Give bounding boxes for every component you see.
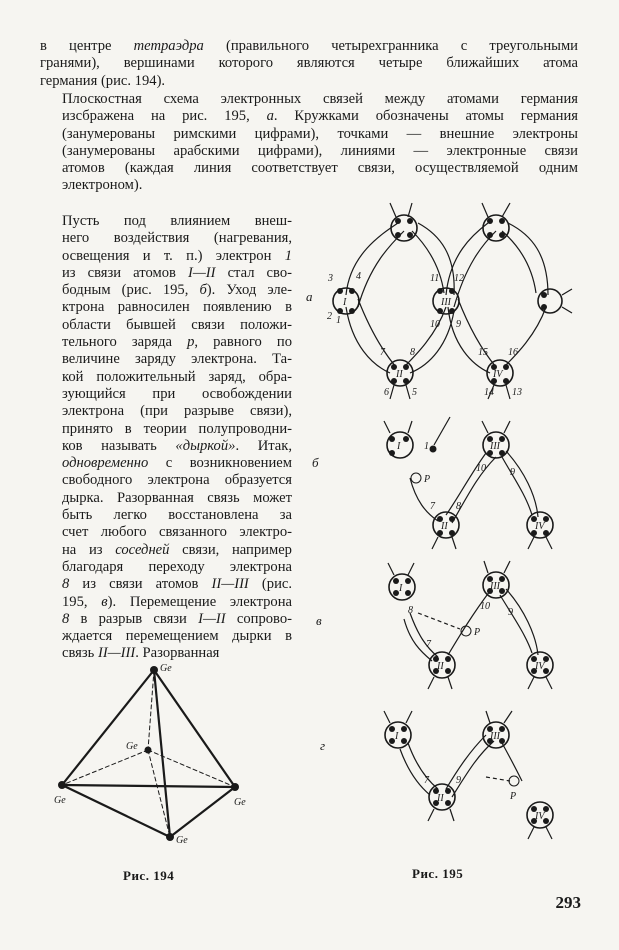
text-run: освещения и т. п.) электрон <box>62 247 285 264</box>
hole-label: P <box>424 474 431 485</box>
panel-b-diagram <box>384 417 553 549</box>
text-line <box>40 628 292 645</box>
italic-run: 8 <box>62 576 70 593</box>
electron-label: 7 <box>426 639 431 650</box>
text-run: изсбражена на рис. 195, <box>62 108 267 125</box>
electron-label: 11 <box>430 273 440 284</box>
text-run: кой положительный заряд, обра- <box>62 368 292 385</box>
electron-label: 3 <box>328 273 333 284</box>
atom-label: II <box>441 521 448 532</box>
text-run: (рис. <box>248 576 293 593</box>
text-run: , равного по <box>194 334 292 351</box>
tetra-edge <box>170 787 235 837</box>
atom-label: Ge <box>126 741 138 752</box>
text-line <box>40 507 292 524</box>
text-run: ). Уход эле- <box>206 282 292 299</box>
text-run: принято в теории полупроводни- <box>62 420 292 437</box>
atom-vertex <box>58 781 66 789</box>
text-line <box>40 282 292 299</box>
italic-run: 8 <box>62 610 70 627</box>
text-run: . Кружками обозначены атомы германия <box>273 108 578 125</box>
electron-label: 8 <box>410 347 415 358</box>
text-run: гранями), вершинами которого являются четыре ближайших атома <box>40 55 578 72</box>
text-line <box>40 542 292 559</box>
text-line <box>40 576 292 593</box>
text-line <box>40 126 578 143</box>
text-run: счет любого связанного электро- <box>62 524 292 541</box>
text-run: Плоскостная схема электронных связей между атомами германия <box>62 91 578 107</box>
atom-vertex <box>145 747 152 754</box>
panel-label: г <box>320 738 326 753</box>
text-line <box>40 230 292 247</box>
paragraph-hole-formation <box>40 213 292 663</box>
text-run: ков называть <box>62 437 176 454</box>
atom-vertex <box>166 833 174 841</box>
text-line <box>40 438 292 455</box>
atom-label: I <box>395 731 399 742</box>
panel-label: а <box>306 289 313 304</box>
text-line <box>40 421 292 438</box>
electron-label: 10 <box>480 601 490 612</box>
panel-a-diagram <box>333 203 572 399</box>
text-line <box>40 351 292 368</box>
text-line <box>40 317 292 334</box>
electron-label: 15 <box>478 347 488 358</box>
text-line <box>40 177 578 194</box>
italic-run: б <box>199 282 207 299</box>
text-line <box>40 594 292 611</box>
text-run: благодаря переходу электрона <box>62 558 292 575</box>
electron-label: 10 <box>476 463 486 474</box>
hole-label: P <box>510 791 517 802</box>
italic-run: p <box>187 334 195 351</box>
text-line <box>40 455 292 472</box>
text-line <box>40 334 292 351</box>
atom-label: I <box>399 583 403 594</box>
electron-label: 2 <box>327 311 332 322</box>
text-line <box>40 265 292 282</box>
electron-label: 14 <box>484 387 494 398</box>
figure-195-bond-scheme <box>300 195 600 855</box>
text-line <box>40 403 292 420</box>
atom-label: III <box>490 731 500 742</box>
text-run: (занумерованы римскими цифрами), точками — внешние электроны <box>62 125 578 142</box>
text-run: из связи атомов <box>69 576 212 593</box>
tetra-edge <box>62 670 154 785</box>
atom-label: II <box>437 793 444 804</box>
electron-label: 9 <box>510 467 515 478</box>
electron-label: 9 <box>508 607 513 618</box>
electron-label: 6 <box>384 387 389 398</box>
text-line <box>40 299 292 316</box>
panel-g-diagram <box>384 711 553 839</box>
electron-label: 5 <box>412 387 417 398</box>
tetra-edge <box>62 785 170 837</box>
electron-label: 7 <box>424 775 429 786</box>
text-run: бодным (рис. 195, <box>62 282 200 299</box>
text-line <box>40 524 292 541</box>
hole-label: P <box>474 627 481 638</box>
electron-label: 9 <box>456 775 461 786</box>
atom-label: IV <box>535 811 545 822</box>
text-run: ктрона равносилен появлению в <box>62 299 292 316</box>
text-run: в разрыв связи <box>69 610 199 627</box>
text-run: на из <box>62 541 116 558</box>
text-line <box>40 73 578 90</box>
atom-label: III <box>490 581 500 592</box>
italic-run: соседней <box>115 541 170 558</box>
electron-label: 1 <box>424 441 429 452</box>
text-line <box>40 213 292 230</box>
electron-label: 7 <box>380 347 385 358</box>
italic-run: II—III <box>97 645 136 662</box>
text-line <box>40 369 292 386</box>
electron-label: 12 <box>454 273 464 284</box>
atom-vertex <box>150 666 158 674</box>
text-line <box>40 38 578 55</box>
text-run: германия (рис. 194). <box>40 72 166 89</box>
text-run: тельного заряда <box>62 334 188 351</box>
text-run: Пусть под влиянием внеш- <box>62 213 292 229</box>
atom-label: Ge <box>160 663 172 674</box>
text-run: . Разорванная <box>135 645 220 662</box>
electron-label: 8 <box>408 605 413 616</box>
text-line <box>40 386 292 403</box>
text-run: величине заряду электрона. Та- <box>62 351 292 368</box>
text-run: электрона (при разрыве связи), <box>62 403 292 420</box>
italic-run: 1 <box>284 247 292 264</box>
italic-run: II—III <box>211 576 249 593</box>
tetra-hidden-edge <box>148 670 154 750</box>
atom-label: IV <box>535 661 545 672</box>
figure-194-tetrahedron <box>40 655 280 865</box>
text-run: быть легко восстановлена за <box>62 507 292 524</box>
text-run: него воздействия (нагревания, <box>62 230 292 247</box>
text-run: ). Перемещение электрона <box>107 593 293 610</box>
paragraph-bond-scheme <box>40 91 578 195</box>
atom-label: II <box>437 661 444 672</box>
text-line <box>40 55 578 72</box>
atom-label: II <box>396 369 403 380</box>
panel-label: в <box>316 613 322 628</box>
text-run: в центре <box>40 38 134 54</box>
text-run: связи, например <box>169 541 292 558</box>
tetra-edge <box>62 785 235 787</box>
text-line <box>40 143 578 160</box>
panel-label: б <box>312 455 319 470</box>
text-run: (правильного четырехгранника с треугольными <box>203 38 578 54</box>
text-run: связь <box>62 645 98 662</box>
text-run: (занумерованы арабскими цифрами), линиями — электронные связи <box>62 142 578 159</box>
text-line <box>40 472 292 489</box>
atom-label: I <box>343 297 347 308</box>
text-run: свободного электрона образуется <box>62 472 292 489</box>
paragraph-tetrahedron <box>40 38 578 90</box>
text-line <box>40 91 578 108</box>
panel-v-diagram <box>388 561 553 689</box>
text-run: зующийся при освобождении <box>62 385 292 402</box>
italic-run: «дыркой» <box>175 437 236 454</box>
electron-label: 13 <box>512 387 522 398</box>
electron-label: 4 <box>356 271 361 282</box>
text-line <box>40 611 292 628</box>
italic-run: в <box>101 593 108 610</box>
atom-label: IV <box>493 369 503 380</box>
figure-195-caption: Рис. 195 <box>412 866 464 881</box>
text-line <box>40 108 578 125</box>
electron-label: 1 <box>336 315 341 326</box>
text-run: . Итак, <box>235 437 293 454</box>
text-line <box>40 490 292 507</box>
electron-label: 8 <box>456 501 461 512</box>
atom-label: IV <box>535 521 545 532</box>
text-run: дырка. Разорванная связь может <box>62 489 292 506</box>
electron-label: 7 <box>430 501 435 512</box>
italic-run: одновременно <box>62 455 149 472</box>
atom-label: Ge <box>176 835 188 846</box>
italic-run: I—II <box>198 610 226 627</box>
electron-label: 16 <box>508 347 518 358</box>
page-number: 293 <box>555 893 581 912</box>
atom-label: Ge <box>54 795 66 806</box>
atom-label: Ge <box>234 797 246 808</box>
text-line <box>40 559 292 576</box>
text-run: сопрово- <box>225 610 292 627</box>
text-run: области бывшей связи положи- <box>62 316 292 333</box>
atom-label: III <box>490 441 500 452</box>
text-run: стал сво- <box>215 264 292 281</box>
atom-label: I <box>397 441 401 452</box>
text-run: ждается перемещением дырки в <box>62 628 292 645</box>
text-run: из связи атомов <box>62 264 188 281</box>
text-run: атомов (каждая линия соответствует связи, осуществляемой одним <box>62 160 578 177</box>
text-run: электроном). <box>62 177 143 194</box>
text-run: с возникновением <box>148 455 292 472</box>
italic-run: а <box>266 108 274 125</box>
atom-label: III <box>441 297 451 308</box>
italic-run: I—II <box>187 264 216 281</box>
figure-194-caption: Рис. 194 <box>123 868 175 883</box>
electron-label: 9 <box>456 319 461 330</box>
electron-label: 10 <box>430 319 440 330</box>
italic-run: тетраэдра <box>133 38 204 54</box>
text-line <box>40 248 292 265</box>
atom-vertex <box>231 783 239 791</box>
text-line <box>40 160 578 177</box>
text-run: 195, <box>62 593 102 610</box>
